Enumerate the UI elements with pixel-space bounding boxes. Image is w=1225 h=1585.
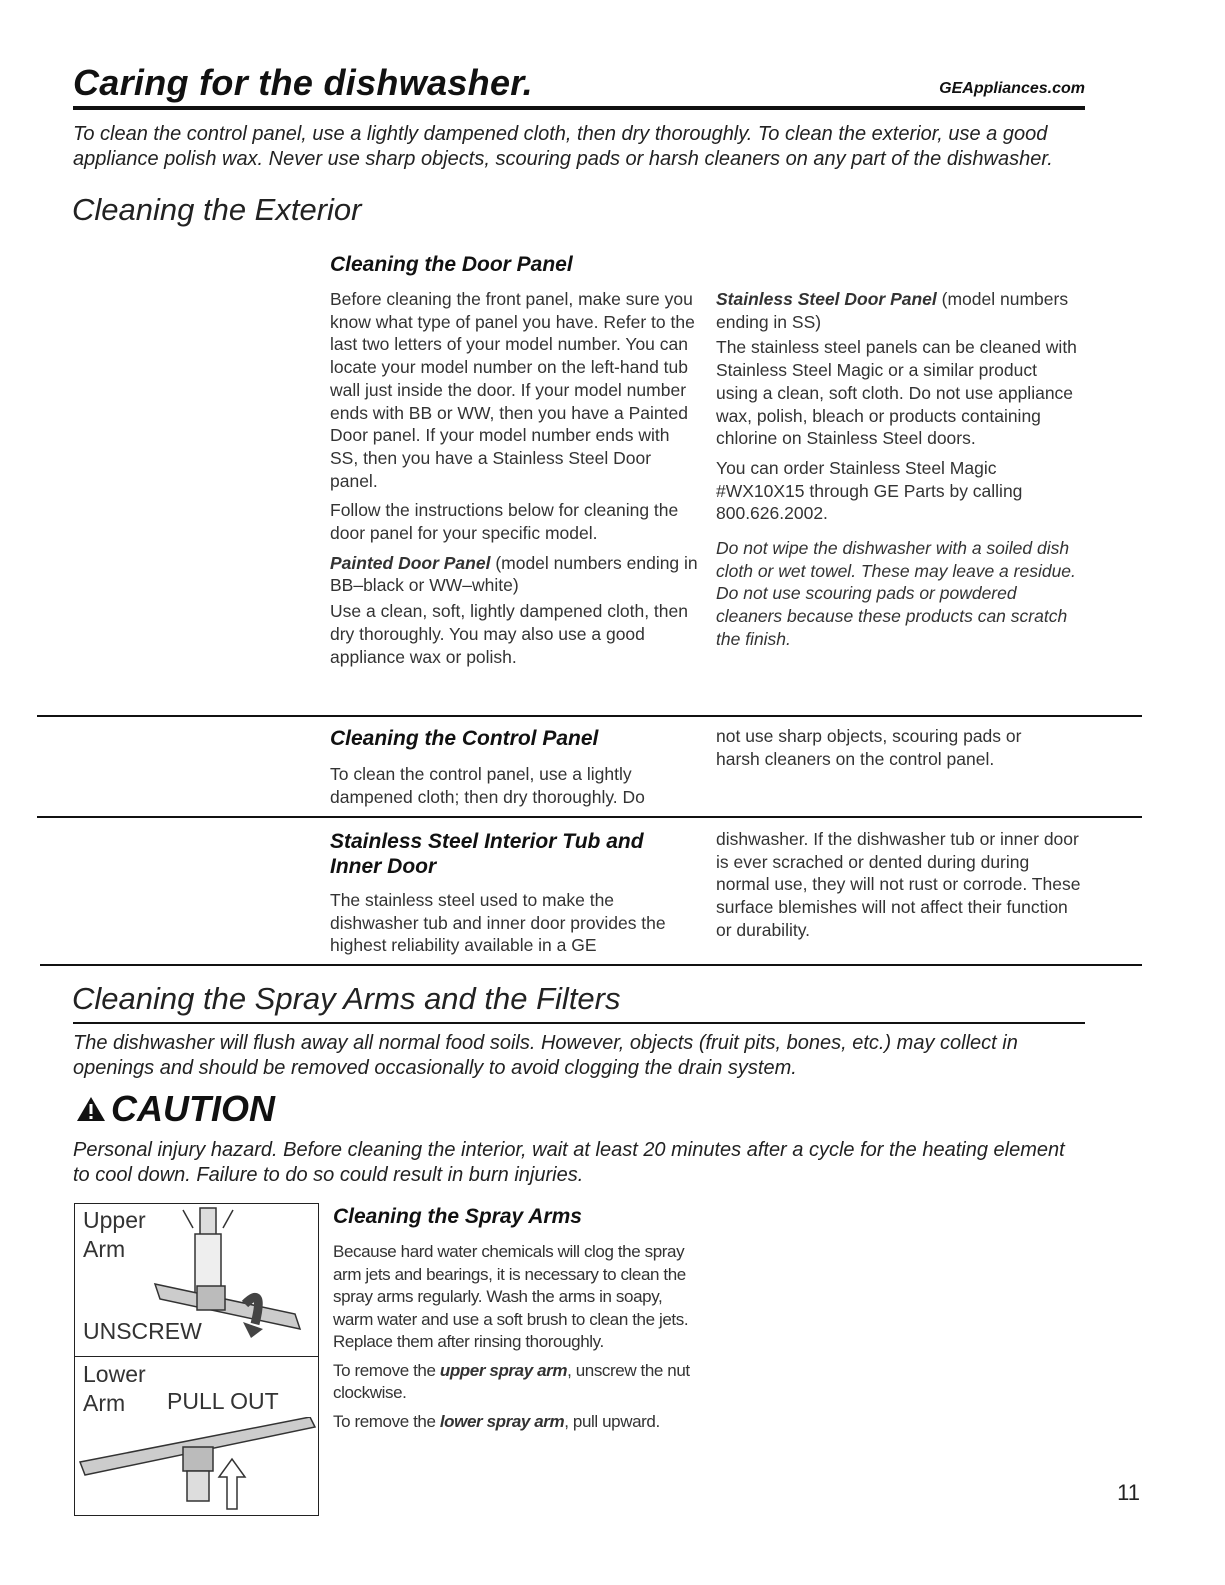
lower-spray-arm-illustration bbox=[75, 1417, 318, 1515]
upper-spray-arm-illustration bbox=[115, 1204, 320, 1354]
lower-arm-label-2: Arm bbox=[83, 1390, 126, 1416]
interior-tub-text-left: The stainless steel used to make the dishwasher tub and inner door provides the highest reliability available in a GE bbox=[330, 890, 666, 956]
upper-arm-instruction bbox=[333, 1360, 693, 1405]
control-panel-text-left: To clean the control panel, use a lightly dampened cloth; then dry thoroughly. Do bbox=[330, 764, 645, 807]
spray-arms-heading: Cleaning the Spray Arms bbox=[333, 1205, 582, 1228]
door-panel-right-column bbox=[716, 288, 1081, 658]
section-divider bbox=[40, 964, 1142, 966]
lower-arm-bold: lower spray arm bbox=[439, 1411, 565, 1431]
lower-arm-instruction bbox=[333, 1411, 693, 1434]
spray-section-intro: The dishwasher will flush away all normal food soils. However, objects (fruit pits, bones, etc.) may collect in openings and should be removed occasionally to avoid clogging the drain system. bbox=[73, 1032, 1018, 1079]
door-panel-left-column bbox=[330, 288, 698, 675]
ss-door-text: The stainless steel panels can be cleaned with Stainless Steel Magic or a similar product using a clean, soft cloth. Do not use appliance wax, polish, bleach or products containing chlorine on Stainless Steel doors. bbox=[716, 337, 1077, 449]
upper-arm-suffix: , unscrew the nut clockwise. bbox=[333, 1360, 690, 1402]
ss-door-label: Stainless Steel Door Panel bbox=[716, 289, 937, 309]
ss-order-text: You can order Stainless Steel Magic #WX10X15 through GE Parts by calling 800.626.2002. bbox=[716, 457, 1023, 524]
door-panel-follow: Follow the instructions below for cleaning the door panel for your specific model. bbox=[330, 500, 679, 544]
spray-section-rule bbox=[73, 1022, 1085, 1024]
unscrew-label: UNSCREW bbox=[83, 1318, 202, 1344]
page-number: 11 bbox=[1117, 1480, 1140, 1505]
exterior-heading: Cleaning the Exterior bbox=[72, 192, 362, 227]
spray-arms-p1: Because hard water chemicals will clog the spray arm jets and bearings, it is necessary to clean the spray arms regularly. Wash the arms in soapy, warm water and use a soft brush to clean the jets. Replace them after rinsing thoroughly. bbox=[333, 1242, 689, 1351]
caution-title-row bbox=[75, 1088, 275, 1130]
painted-door-suffix: (model numbers ending in BB–black or WW–white) bbox=[330, 552, 698, 596]
control-panel-heading: Cleaning the Control Panel bbox=[330, 727, 599, 750]
interior-tub-text-right: dishwasher. If the dishwasher tub or inner door is ever scrached or dented during during normal use, they will not rust or corrode. These surface blemishes will not affect their function or durability. bbox=[716, 829, 1081, 940]
control-panel-text-right: not use sharp objects, scouring pads or harsh cleaners on the control panel. bbox=[716, 726, 1022, 769]
warning-icon bbox=[75, 1095, 107, 1123]
section-divider bbox=[37, 715, 1142, 717]
caution-text: Personal injury hazard. Before cleaning the interior, wait at least 20 minutes after a cycle for the heating element to cool down. Failure to do so could result in burn injuries. bbox=[73, 1139, 1065, 1186]
door-panel-intro: Before cleaning the front panel, make sure you know what type of panel you have. Refer to the last two letters of your model number. You can locate your model number on the left-hand tub wall just inside the door. If your model number ends with BB or WW, then you have a Painted Door panel. If your model number ends with SS, then you have a Stainless Steel Door panel. bbox=[330, 289, 695, 491]
spray-section-heading: Cleaning the Spray Arms and the Filters bbox=[72, 981, 621, 1016]
header-rule bbox=[73, 106, 1085, 110]
painted-door-text: Use a clean, soft, lightly dampened cloth, then dry thoroughly. You may also use a good appliance wax or polish. bbox=[330, 601, 688, 667]
section-divider bbox=[37, 816, 1142, 818]
interior-tub-heading: Stainless Steel Interior Tub and Inner Door bbox=[330, 830, 644, 878]
upper-arm-figure bbox=[74, 1203, 319, 1357]
page-title: Caring for the dishwasher. bbox=[73, 62, 533, 103]
ss-door-line bbox=[716, 288, 1081, 333]
lower-arm-suffix: , pull upward. bbox=[564, 1411, 660, 1431]
lower-arm-figure bbox=[74, 1356, 319, 1516]
upper-arm-prefix: To remove the bbox=[333, 1360, 440, 1380]
caution-title: CAUTION bbox=[111, 1088, 275, 1129]
website-label: GEAppliances.com bbox=[939, 80, 1085, 97]
painted-door-label: Painted Door Panel bbox=[330, 552, 491, 573]
intro-text: To clean the control panel, use a lightly dampened cloth, then dry thoroughly. To clean the exterior, use a good appliance polish wax. Never use sharp objects, scouring pads or harsh cleaners on any part of the dishwasher. bbox=[73, 123, 1053, 170]
upper-arm-label-2: Arm bbox=[83, 1236, 126, 1262]
door-panel-heading: Cleaning the Door Panel bbox=[330, 253, 573, 276]
pull-out-label: PULL OUT bbox=[167, 1388, 279, 1414]
spray-arms-text bbox=[333, 1241, 693, 1439]
ss-door-suffix: (model numbers ending in SS) bbox=[716, 289, 1069, 332]
lower-arm-label-1: Lower bbox=[83, 1361, 146, 1387]
lower-arm-prefix: To remove the bbox=[333, 1411, 440, 1431]
ss-note-text: Do not wipe the dishwasher with a soiled dish cloth or wet towel. These may leave a residue. Do not use scouring pads or powdered cleaners because these products can scratch the finish. bbox=[716, 538, 1076, 649]
painted-door-line bbox=[330, 552, 698, 597]
upper-arm-label-1: Upper bbox=[83, 1207, 146, 1233]
upper-arm-bold: upper spray arm bbox=[439, 1360, 568, 1380]
